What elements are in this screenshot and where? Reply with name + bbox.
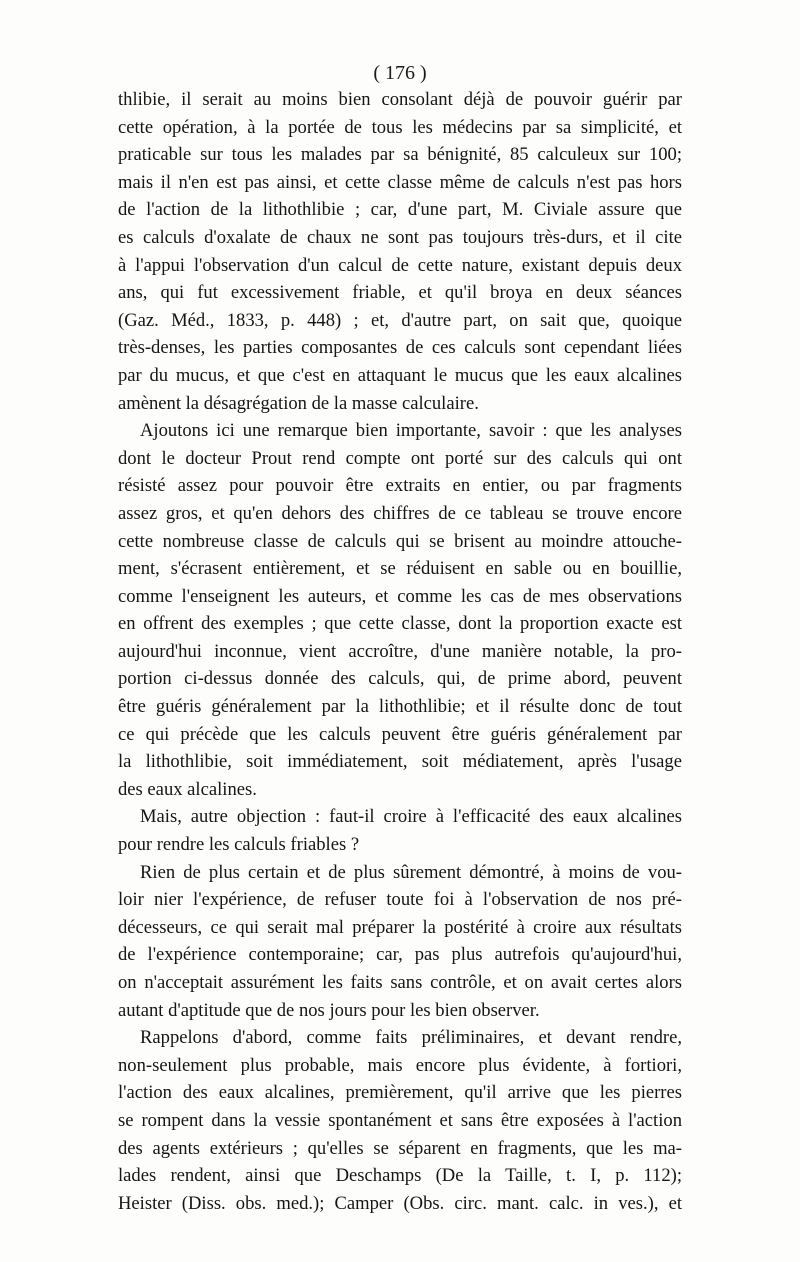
text-line: résisté assez pour pouvoir être extraits en entier, ou par fragments — [118, 475, 682, 497]
text-line: de l'action de la lithothlibie ; car, d'une part, M. Civiale assure que — [118, 199, 682, 221]
text-line: très-denses, les parties composantes de ces calculs sont cependant liées — [118, 337, 682, 359]
text-line: thlibie, il serait au moins bien consolant déjà de pouvoir guérir par — [118, 89, 682, 110]
text-line: loir nier l'expérience, de refuser toute foi à l'observation de nos pré- — [118, 889, 682, 911]
paragraph-start-line: Mais, autre objection : faut-il croire à l'efficacité des eaux alcalines — [140, 806, 682, 828]
text-line: comme l'enseignent les auteurs, et comme les cas de mes observations — [118, 585, 682, 607]
text-line: es calculs d'oxalate de chaux ne sont pas toujours très-durs, et il cite — [118, 226, 682, 248]
paragraph-end-line: des eaux alcalines. — [118, 778, 257, 800]
text-line: l'action des eaux alcalines, premièrement, qu'il arrive que les pierres — [118, 1082, 682, 1104]
page-number: ( 176 ) — [373, 62, 427, 84]
text-line: des agents extérieurs ; qu'elles se séparent en fragments, que les ma- — [118, 1137, 682, 1159]
text-line: décesseurs, ce qui serait mal préparer la postérité à croire aux résultats — [118, 916, 682, 938]
text-line: se rompent dans la vessie spontanément et sans être exposées à l'action — [118, 1109, 682, 1131]
text-line: cette nombreuse classe de calculs qui se brisent au moindre attouche- — [118, 530, 682, 552]
text-line: ans, qui fut excessivement friable, et qu'il broya en deux séances — [118, 282, 682, 304]
paragraph-start-line: Rien de plus certain et de plus sûrement démontré, à moins de vou- — [140, 861, 682, 883]
text-line: être guéris généralement par la lithothlibie; et il résulte donc de tout — [118, 696, 682, 718]
text-line: cette opération, à la portée de tous les médecins par sa simplicité, et — [118, 116, 682, 138]
paragraph-start-line: Rappelons d'abord, comme faits préliminaires, et devant rendre, — [140, 1027, 682, 1049]
text-line: on n'acceptait assurément les faits sans contrôle, et on avait certes alors — [118, 972, 682, 993]
text-line: de l'expérience contemporaine; car, pas plus autrefois qu'aujourd'hui, — [118, 944, 682, 966]
paragraph-end-line: pour rendre les calculs friables ? — [118, 834, 360, 856]
paragraph-end-line: amènent la désagrégation de la masse calculaire. — [118, 392, 479, 414]
text-line: non-seulement plus probable, mais encore plus évidente, à fortiori, — [118, 1054, 682, 1076]
text-line: ce qui précède que les calculs peuvent être guéris généralement par — [118, 723, 682, 745]
text-line: ment, s'écrasent entièrement, et se réduisent en sable ou en bouillie, — [118, 558, 682, 580]
text-line: la lithothlibie, soit immédiatement, soit médiatement, après l'usage — [118, 751, 682, 773]
body-text — [118, 86, 682, 1217]
text-line: Heister (Diss. obs. med.); Camper (Obs. circ. mant. calc. in ves.), et — [118, 1192, 682, 1214]
text-line: en offrent des exemples ; que cette classe, dont la proportion exacte est — [118, 613, 682, 635]
text-line: assez gros, et qu'en dehors des chiffres de ce tableau se trouve encore — [118, 502, 682, 524]
text-line: portion ci-dessus donnée des calculs, qui, de prime abord, peuvent — [118, 668, 682, 690]
text-line: (Gaz. Méd., 1833, p. 448) ; et, d'autre part, on sait que, quoique — [118, 309, 682, 331]
text-line: aujourd'hui inconnue, vient accroître, d'une manière notable, la pro- — [118, 640, 682, 662]
paragraph-start-line: Ajoutons ici une remarque bien importante, savoir : que les analyses — [140, 420, 682, 442]
text-line: par du mucus, et que c'est en attaquant le mucus que les eaux alcalines — [118, 364, 682, 386]
paragraph-end-line: autant d'aptitude que de nos jours pour les bien observer. — [118, 999, 540, 1021]
text-line: à l'appui l'observation d'un calcul de cette nature, existant depuis deux — [118, 254, 682, 276]
text-line: mais il n'en est pas ainsi, et cette classe même de calculs n'est pas hors — [118, 171, 682, 193]
text-line: dont le docteur Prout rend compte ont porté sur des calculs qui ont — [118, 447, 682, 469]
text-line: praticable sur tous les malades par sa bénignité, 85 calculeux sur 100; — [118, 144, 682, 166]
text-line: lades rendent, ainsi que Deschamps (De la Taille, t. I, p. 112); — [118, 1165, 682, 1187]
